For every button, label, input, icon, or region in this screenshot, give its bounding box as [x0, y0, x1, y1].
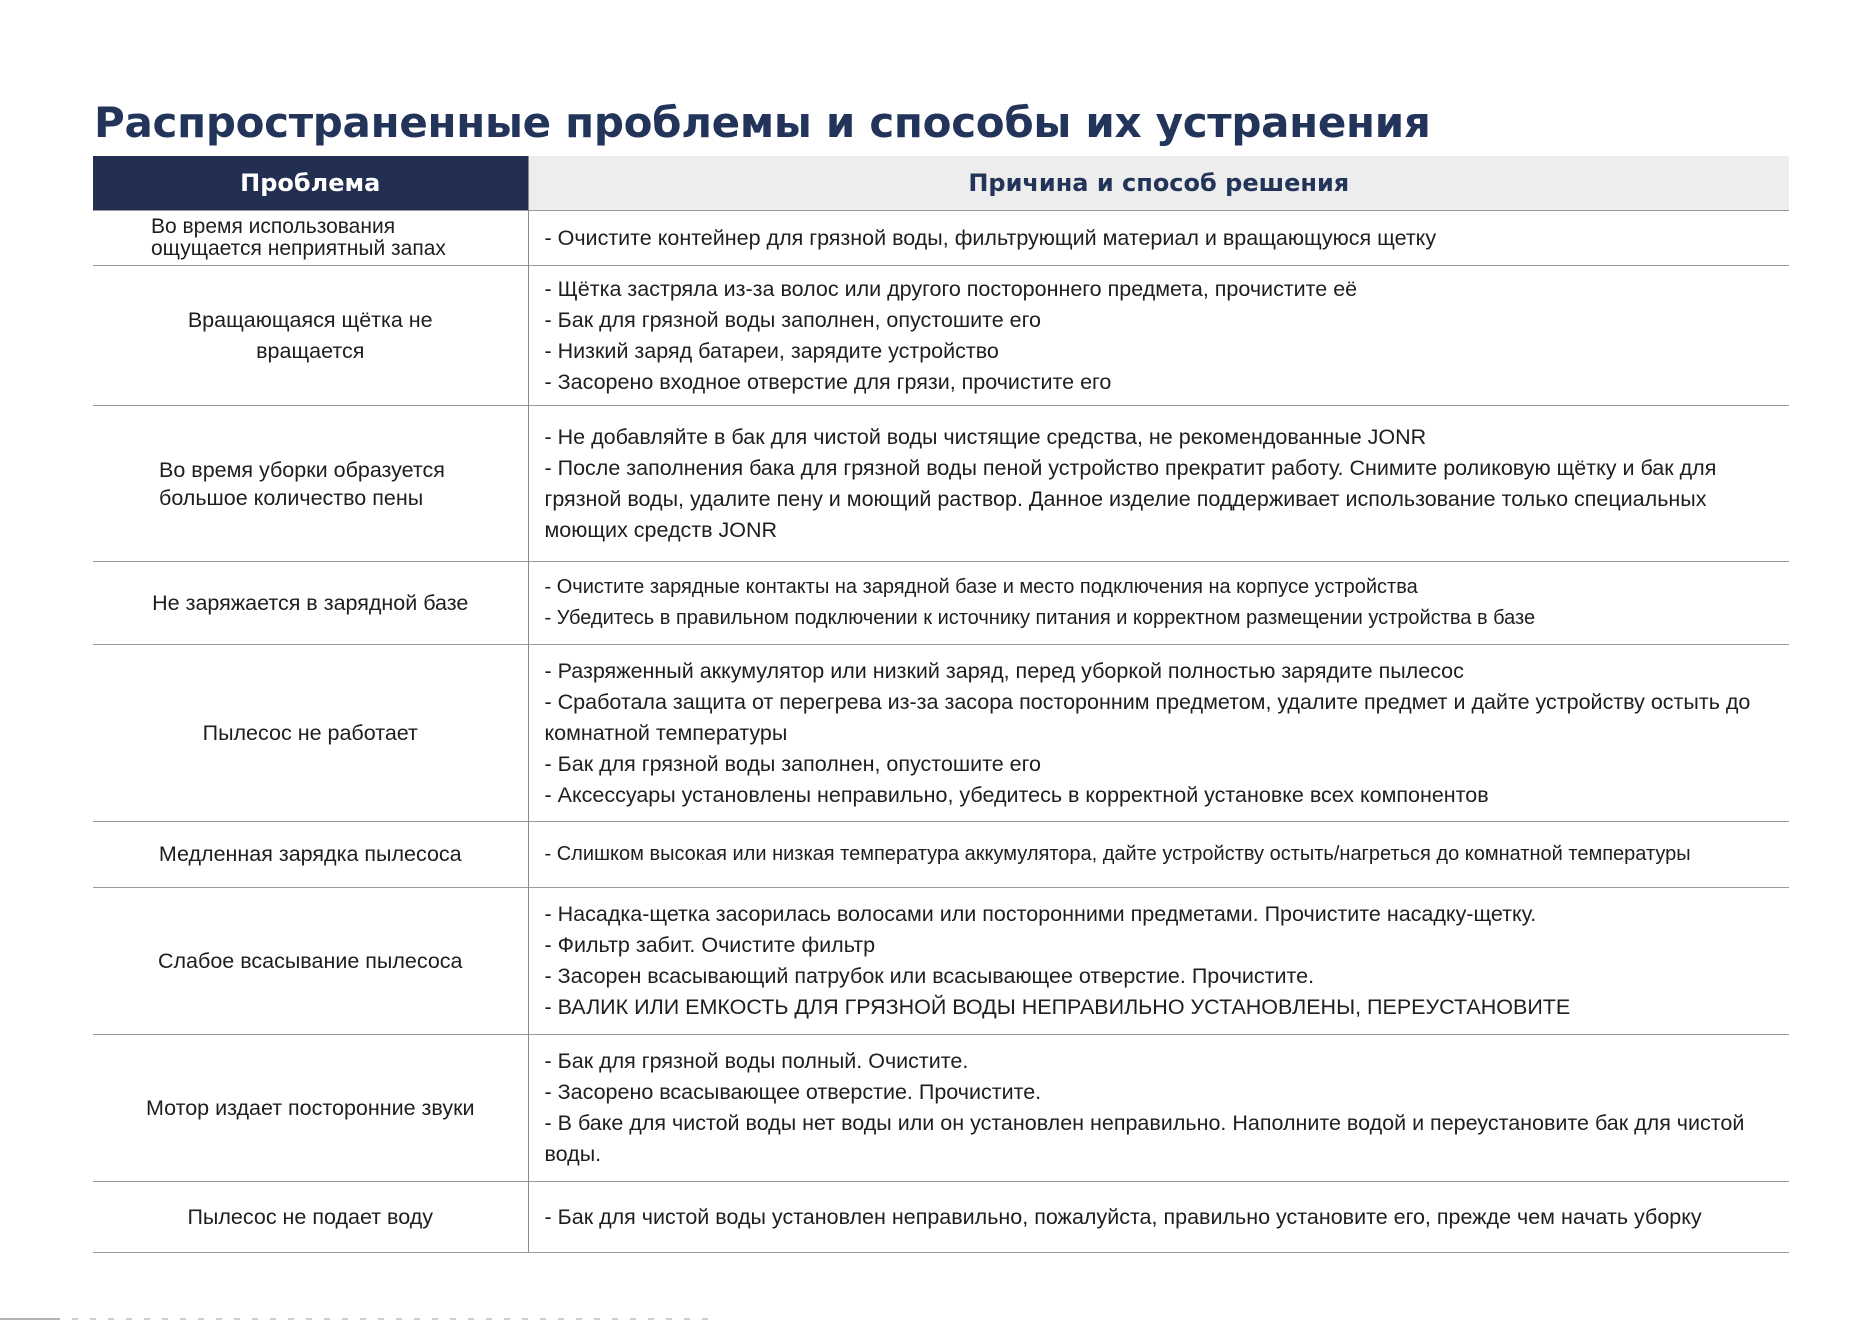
problem-text: большое количество пены — [159, 485, 424, 510]
solution-cell — [528, 822, 1789, 888]
solution-cell — [528, 1035, 1789, 1182]
table-row — [93, 266, 1789, 406]
solution-item: - Аксессуары установлены неправильно, убедитесь в корректной установке всех компонентов — [544, 782, 1489, 807]
solution-item: - Убедитесь в правильном подключении к источнику питания и корректном размещении устройства в базе — [544, 607, 1536, 629]
solution-item: - Засорен всасывающий патрубок или всасывающее отверстие. Прочистите. — [544, 964, 1315, 988]
solution-cell — [528, 266, 1789, 406]
solution-item: - Насадка-щетка засорилась волосами или посторонними предметами. Прочистите насадку-щетку. — [544, 902, 1537, 926]
table-row — [93, 1182, 1789, 1253]
problem-text: Вращающаяся щётка не вращается — [187, 307, 433, 363]
problem-cell — [93, 211, 528, 266]
column-header-solution: Причина и способ решения — [528, 156, 1789, 211]
page-title: Распространенные проблемы и способы их устранения — [94, 98, 1431, 147]
solution-item: - Низкий заряд батареи, зарядите устройство — [544, 338, 999, 363]
problem-cell — [93, 645, 528, 822]
solution-item: - Сработала защита от перегрева из-за засора посторонним предметом, удалите предмет и дайте устройству остыть до комнатной температуры — [544, 689, 1751, 745]
solution-item: - Засорено входное отверстие для грязи, прочистите его — [544, 369, 1112, 394]
table-row — [93, 406, 1789, 562]
solution-item: - В баке для чистой воды нет воды или он установлен неправильно. Наполните водой и переустановите бак для чистой воды. — [544, 1111, 1745, 1166]
troubleshooting-table — [93, 156, 1789, 1253]
solution-cell — [528, 645, 1789, 822]
table-row — [93, 562, 1789, 645]
column-header-problem: Проблема — [93, 156, 528, 211]
solution-cell — [528, 406, 1789, 562]
problem-text: Мотор издает посторонние звуки — [145, 1095, 475, 1120]
solution-item: - Очистите зарядные контакты на зарядной базе и место подключения на корпусе устройства — [544, 576, 1418, 598]
problem-text: Во время уборки образуется — [159, 457, 445, 482]
solution-item: - После заполнения бака для грязной воды пеной устройство прекратит работу. Снимите роликовую щётку и бак для грязной воды, удалите пену и моющий раствор. Данное изделие поддерживает использование только специальных моющих средств JONR — [544, 455, 1717, 542]
solution-item: - Бак для грязной воды полный. Очистите. — [544, 1049, 969, 1073]
problem-text: Пылесос не подает воду — [187, 1204, 434, 1229]
table-header-row — [93, 156, 1789, 211]
solution-item: - Разряженный аккумулятор или низкий заряд, перед уборкой полностью зарядите пылесос — [544, 658, 1464, 683]
solution-item: - Бак для грязной воды заполнен, опустошите его — [544, 307, 1041, 332]
problem-text: Медленная зарядка пылесоса — [158, 842, 462, 866]
solution-item: - Фильтр забит. Очистите фильтр — [544, 933, 876, 957]
table-row — [93, 888, 1789, 1035]
problem-cell — [93, 822, 528, 888]
solution-cell — [528, 888, 1789, 1035]
problem-cell — [93, 1182, 528, 1253]
solution-item: - Не добавляйте в бак для чистой воды чистящие средства, не рекомендованные JONR — [544, 424, 1427, 449]
solution-cell — [528, 562, 1789, 645]
problem-cell — [93, 562, 528, 645]
problem-text: Пылесос не работает — [202, 720, 418, 745]
solution-item: - Очистите контейнер для грязной воды, фильтрующий материал и вращающуюся щетку — [544, 225, 1437, 250]
solution-item: - Слишком высокая или низкая температура аккумулятора, дайте устройству остыть/нагреться до комнатной температуры — [544, 843, 1691, 865]
table-row — [93, 1035, 1789, 1182]
problem-cell — [93, 888, 528, 1035]
problem-text: Не заряжается в зарядной базе — [152, 590, 469, 615]
problem-text: Слабое всасывание пылесоса — [157, 948, 463, 973]
solution-item: - ВАЛИК ИЛИ ЕМКОСТЬ ДЛЯ ГРЯЗНОЙ ВОДЫ НЕПРАВИЛЬНО УСТАНОВЛЕНЫ, ПЕРЕУСТАНОВИТЕ — [544, 995, 1571, 1019]
solution-item: - Бак для грязной воды заполнен, опустошите его — [544, 751, 1041, 776]
table-row — [93, 211, 1789, 266]
table-row — [93, 645, 1789, 822]
problem-text: Во время использования — [151, 215, 396, 238]
solution-cell — [528, 1182, 1789, 1253]
solution-item: - Засорено всасывающее отверстие. Прочистите. — [544, 1080, 1042, 1104]
table-row — [93, 822, 1789, 888]
footer-crop-mark — [0, 1318, 720, 1320]
solution-item: - Бак для чистой воды установлен неправильно, пожалуйста, правильно установите его, прежде чем начать уборку — [544, 1204, 1702, 1229]
problem-cell — [93, 266, 528, 406]
problem-text: ощущается неприятный запах — [151, 237, 446, 260]
problem-cell — [93, 406, 528, 562]
problem-cell — [93, 1035, 528, 1182]
solution-item: - Щётка застряла из-за волос или другого постороннего предмета, прочистите её — [544, 276, 1358, 301]
solution-cell — [528, 211, 1789, 266]
